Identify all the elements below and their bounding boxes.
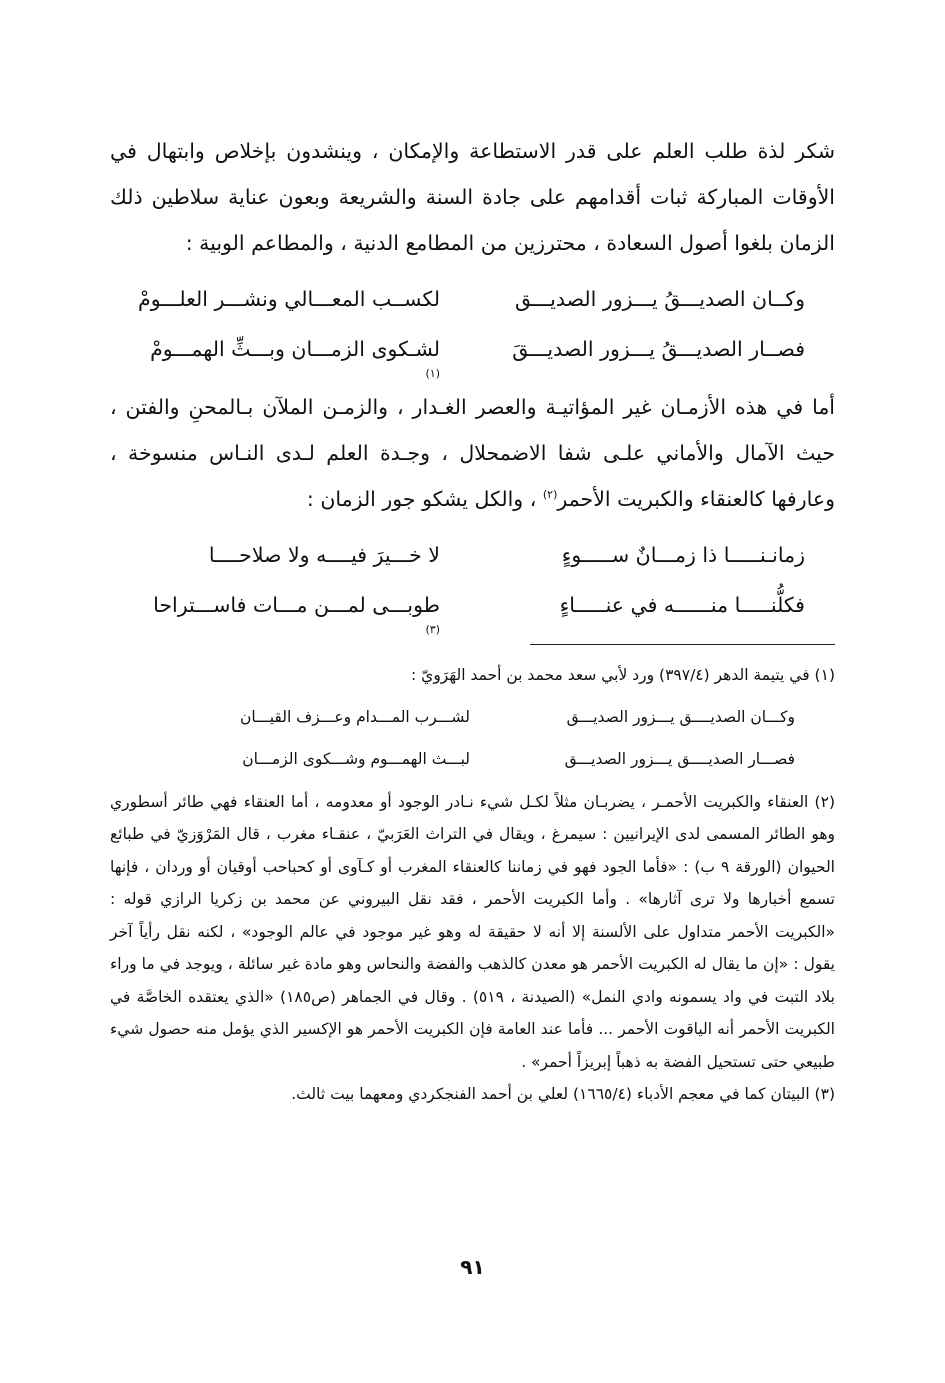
verse-second-hemistich: لشـــرب المـــدام وعـــزف القيـــان: [239, 707, 470, 726]
hemistich-text: طوبـــى لمـــن مـــات فاســـتراحا: [153, 593, 440, 617]
verse-first-hemistich: وكـــان الصديــــق يـــزور الصديـــق: [566, 707, 795, 726]
footnote-2: (٢) العنقاء والكبريت الأحمـر ، يضربـان مثلاً لكـل شيء نـادر الوجود أو معدومه ، أما العنقاء فهي طائر أسطوري وهو الطائر المسمى لدى الإيرانيين : سيمرغ ، ويقال في التراث العَرَبيّ ، عنقـاء مغرب ، قال المَرْوَزيّ في طبائع الحيوان (الورقة ٩ ب) : «فأما الجود فهو في زماننا كالعنقاء المغرب أو كـآوى أو كحباحب أوقيان أو وردان ، فإنها تسمع أخبارها ولا ترى آثارها» . وأما الكبريت الأحمر ، فقد نقل البيروني عن محمد بن زكريا الرازي قوله : «الكبريت الأحمر متداول على الألسنة إلا أنه لا حقيقة له وهو غير موجود في عالم الوجود» ، لكنه نقل رأياً آخر يقول : «إن ما يقال له الكبريت الأحمر هو معدن كالذهب والفضة والنحاس وهو مادة غير سائلة ، ويوجد في ما وراء بلاد التبت في واد يسمونه وادي النمل» (الصيدنة ، ٥١٩) . وقال في الجماهر (ص١٨٥) «الذي يعتقده الخاصَّة في الكبريت الأحمر أنه الياقوت الأحمر ... فأما عند العامة فإن الكبريت الأحمر هو الإكسير الذي يؤمل منه حصول شيء طبيعي حتى تستحيل الفضة به ذهباً إبريزاً أحمر» .: [110, 792, 835, 1071]
footnote-verse: [110, 696, 835, 738]
footnote-3: (٣) البيتان كما في معجم الأدباء (١٦٦٥/٤) لعلي بن أحمد الفنجكردي ومعهما بيت ثالث.: [291, 1085, 835, 1103]
verse-second-hemistich: لشـكوى الزمـــان وبـــثِّ الهمـــومْ (١): [110, 324, 440, 374]
footnote-1-intro: (١) في يتيمة الدهر (٣٩٧/٤) ورد لأبي سعد محمد بن أحمد الهَرَويّ :: [411, 666, 835, 684]
verse-first-hemistich: زمانـنـــــا ذا زمـــانٌ ســـــوءٍ: [561, 543, 805, 567]
footnote-1-poem: [110, 696, 835, 780]
footnote-separator: [530, 644, 835, 645]
poem-block-1: [110, 274, 835, 380]
poem-verse: [110, 274, 835, 324]
body-paragraph-2: [110, 384, 835, 522]
verse-first-hemistich: فصــار الصديـــقُ يـــزور الصديـــقَ: [512, 337, 805, 361]
verse-second-hemistich: لا خـــيرَ فيــــه ولا صلاحــــا: [208, 543, 440, 567]
poem-verse: [110, 324, 835, 380]
footnote-verse: [110, 738, 835, 780]
verse-first-hemistich: فكلُّنـــــا منــــــه في عنـــــاءٍ: [559, 593, 805, 617]
verse-first-hemistich: فصـــار الصديــــق يـــزور الصديـــق: [564, 749, 795, 768]
verse-second-hemistich: طوبـــى لمـــن مـــات فاســـتراحا (٣): [110, 580, 440, 630]
verse-second-hemistich: لكســب المعـــالي ونشـــر العلـــومْ: [138, 287, 440, 311]
poem-verse: [110, 580, 835, 636]
footnote-marker: (٢): [542, 488, 558, 502]
paragraph-text: أما في هذه الأزمـان غير المؤاتيـة والعصر الغـدار ، والزمـن الملآن بـالمحنِ والفتن ، حيث الآمال والأماني علـى شفا الاضمحلال ، وجـدة العلم لـدى النـاس منسوخة ، وعارفها كالعنقاء والكبريت الأحمر: [110, 395, 835, 511]
body-paragraph-1: شكر لذة طلب العلم على قدر الاستطاعة والإمكان ، وينشدون بإخلاص وابتهال في الأوقات المباركة ثبات أقدامهم على جادة السنة والشريعة وبعون عناية سلاطين ذلك الزمان بلغوا أصول السعادة ، محترزين من المطامع الدنية ، والمطاعم الوبية :: [110, 139, 835, 255]
verse-first-hemistich: وكــان الصديـــقُ يـــزور الصديـــق: [515, 287, 805, 311]
hemistich-text: لشـكوى الزمـــان وبـــثِّ الهمـــومْ: [150, 337, 440, 361]
verse-second-hemistich: لبـــث الهمـــوم وشـــكوى الزمـــان: [242, 749, 470, 768]
page-number: ٩١: [460, 1255, 485, 1279]
poem-block-2: [110, 530, 835, 636]
paragraph-tail: ، والكل يشكو جور الزمان :: [306, 487, 537, 511]
poem-verse: [110, 530, 835, 580]
